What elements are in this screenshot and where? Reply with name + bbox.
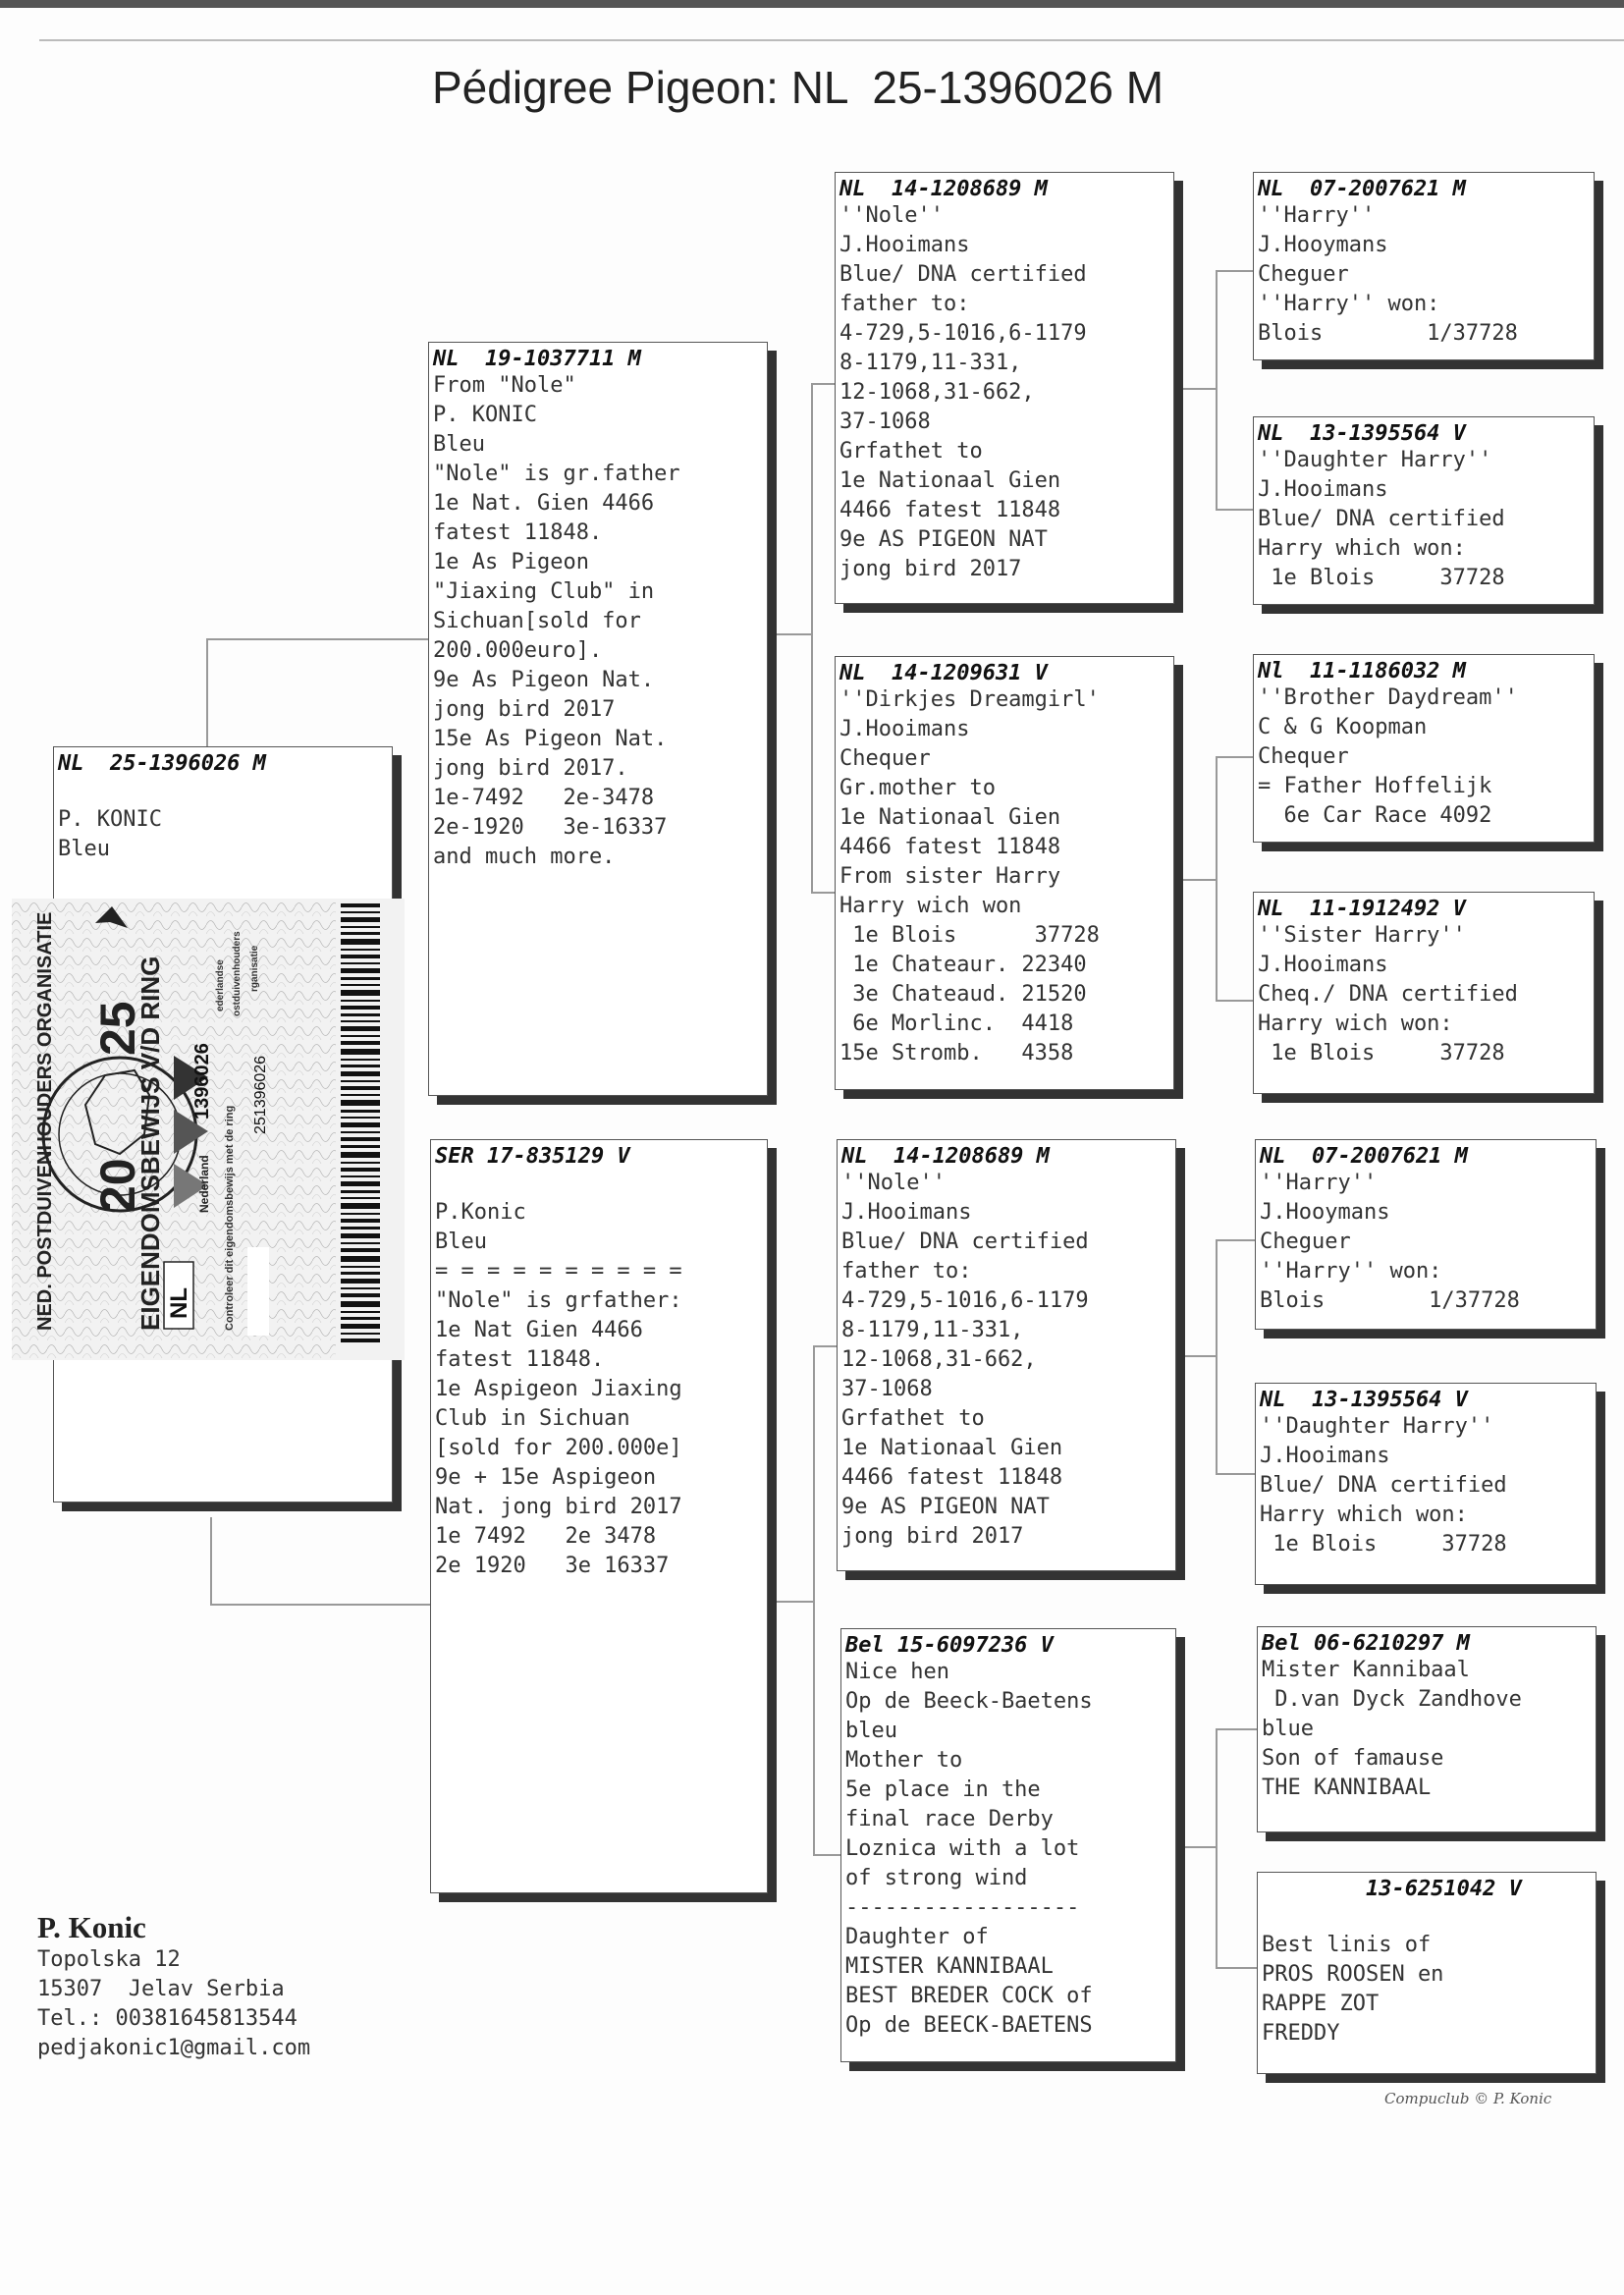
- ring-number: Nl 11-1186032 M: [1258, 659, 1466, 683]
- connector: [811, 383, 813, 894]
- card-line: ''Nole'': [841, 1171, 946, 1195]
- ring-number: NL 14-1208689 M: [839, 177, 1048, 201]
- card-line: 2e 1920 3e 16337: [435, 1554, 670, 1578]
- connector: [813, 1345, 815, 1856]
- card-line: final race Derby: [845, 1807, 1054, 1831]
- ring-control-text: Controleer dit eigendomsbewijs met de ring: [224, 1105, 236, 1331]
- card-line: 6e Morlinc. 4418: [839, 1011, 1074, 1036]
- card-line: Harry wich won:: [1258, 1011, 1453, 1036]
- card-line: Club in Sichuan: [435, 1406, 630, 1431]
- card-line: J.Hooimans: [1258, 477, 1388, 502]
- card-line: 15e Stromb. 4358: [839, 1041, 1074, 1066]
- card-line: blue: [1262, 1717, 1314, 1741]
- card-line: Grfathet to: [839, 439, 983, 464]
- card-line: Op de BEECK-BAETENS: [845, 2013, 1093, 2038]
- great-grandparent-card: [1253, 416, 1595, 605]
- card-line: FREDDY: [1262, 2021, 1340, 2046]
- dam-card: [430, 1139, 768, 1893]
- connector: [1216, 1728, 1257, 1730]
- connector: [1216, 1967, 1257, 1969]
- card-line: 1e 7492 2e 3478: [435, 1524, 657, 1549]
- card-line: Blois 1/37728: [1258, 321, 1518, 346]
- card-line: THE KANNIBAAL: [1262, 1776, 1432, 1800]
- connector: [210, 1517, 212, 1606]
- card-line: 4466 fatest 11848: [839, 498, 1061, 522]
- connector: [1216, 1473, 1257, 1475]
- great-grandparent-card: [1253, 172, 1595, 360]
- address-street: Topolska 12: [37, 1947, 181, 1972]
- ring-country: NL: [166, 1287, 192, 1319]
- card-line: 1e Aspigeon Jiaxing: [435, 1377, 682, 1401]
- card-line: 1e Nationaal Gien: [841, 1436, 1063, 1460]
- ring-organisation-text: NED. POSTDUIVENHOUDERS ORGANISATIE: [34, 911, 56, 1331]
- card-line: 4466 fatest 11848: [839, 835, 1061, 859]
- card-line: 1e Nationaal Gien: [839, 468, 1061, 493]
- card-line: Loznica with a lot: [845, 1836, 1080, 1861]
- card-line: Bleu: [435, 1229, 487, 1254]
- card-line: Blue/ DNA certified: [1260, 1473, 1507, 1498]
- card-line: 9e AS PIGEON NAT: [839, 527, 1048, 552]
- card-line: Nice hen: [845, 1660, 949, 1684]
- ring-ownership-card: [12, 899, 405, 1360]
- card-line: Blois 1/37728: [1260, 1288, 1520, 1313]
- great-grandparent-card: [1255, 1139, 1597, 1330]
- card-line: 1e-7492 2e-3478: [433, 786, 655, 810]
- great-grandparent-card: [1257, 1626, 1597, 1832]
- card-line: 8-1179,11-331,: [839, 351, 1022, 375]
- ring-document-text: EIGENDOMSBEWIJS V/D RING: [135, 956, 165, 1331]
- card-line: 15e As Pigeon Nat.: [433, 727, 668, 751]
- card-line: ''Harry'' won:: [1258, 292, 1440, 316]
- card-line: 37-1068: [839, 410, 931, 434]
- great-grandparent-card: [1255, 1383, 1597, 1585]
- card-line: 1e Chateaur. 22340: [839, 953, 1087, 977]
- connector: [206, 638, 208, 746]
- connector: [1216, 1728, 1218, 1969]
- card-line: Harry which won:: [1260, 1503, 1468, 1527]
- card-line: 200.000euro].: [433, 638, 603, 663]
- blank-line: [435, 1169, 761, 1198]
- npo-n-text: ederlandse: [215, 959, 226, 1011]
- card-line: BEST BREDER COCK of: [845, 1984, 1093, 2008]
- card-line: Cheq./ DNA certified: [1258, 982, 1518, 1007]
- card-line: ''Harry'': [1260, 1171, 1378, 1195]
- ring-number: NL 25-1396026 M: [58, 751, 266, 776]
- page-title: Pédigree Pigeon: NL 25-1396026 M: [432, 62, 1164, 113]
- card-line: Grfathet to: [841, 1406, 985, 1431]
- card-line: 8-1179,11-331,: [841, 1318, 1024, 1342]
- card-line: J.Hooimans: [839, 233, 970, 257]
- great-grandparent-card: [1253, 892, 1595, 1094]
- card-line: ------------------: [845, 1895, 1080, 1920]
- connector: [1216, 756, 1218, 1002]
- card-line: 1e Nat. Gien 4466: [433, 491, 655, 516]
- card-line: 1e Nat Gien 4466: [435, 1318, 643, 1342]
- card-line: J.Hooimans: [841, 1200, 972, 1225]
- card-line: "Nole" is gr.father: [433, 462, 680, 486]
- card-line: "Nole" is grfather:: [435, 1288, 682, 1313]
- card-line: ''Harry'': [1258, 203, 1376, 228]
- blank-line: [58, 776, 386, 805]
- card-line: = Father Hoffelijk: [1258, 774, 1492, 798]
- card-line: 5e place in the: [845, 1777, 1041, 1802]
- breeder: P. KONIC: [58, 807, 162, 832]
- page-border-line: [39, 39, 1624, 41]
- scan-top-edge: [0, 0, 1624, 8]
- ring-number: NL 14-1208689 M: [841, 1144, 1050, 1169]
- card-line: bleu: [845, 1719, 897, 1743]
- ring-card-graphic: [12, 899, 405, 1360]
- card-line: ''Sister Harry'': [1258, 923, 1466, 948]
- card-line: ''Dirkjes Dreamgirl': [839, 687, 1100, 712]
- card-line: Gr.mother to: [839, 776, 996, 800]
- connector: [1216, 509, 1255, 511]
- card-line: PROS ROOSEN en: [1262, 1962, 1444, 1987]
- connector: [1176, 388, 1218, 390]
- connector: [1216, 1000, 1255, 1002]
- connector: [1176, 879, 1218, 881]
- card-line: 4-729,5-1016,6-1179: [841, 1288, 1089, 1313]
- connector: [774, 633, 813, 635]
- great-grandparent-card: [1253, 654, 1595, 843]
- card-line: RAPPE ZOT: [1262, 1992, 1380, 2016]
- card-line: = = = = = = = = = =: [435, 1259, 682, 1284]
- card-line: MISTER KANNIBAAL: [845, 1954, 1054, 1979]
- ring-number: Bel 15-6097236 V: [845, 1633, 1054, 1658]
- card-line: Chequer: [1258, 744, 1349, 769]
- card-line: 1e Blois 37728: [1258, 1041, 1505, 1066]
- ring-number: 13-6251042 V: [1262, 1877, 1522, 1901]
- card-line: Blue/ DNA certified: [839, 262, 1087, 287]
- card-line: 1e Blois 37728: [1258, 566, 1505, 590]
- card-line: 9e AS PIGEON NAT: [841, 1495, 1050, 1519]
- card-line: fatest 11848.: [435, 1347, 605, 1372]
- dam-sire-card: [837, 1139, 1176, 1571]
- color: Bleu: [58, 837, 110, 861]
- ring-country-name: Nederland: [197, 1155, 211, 1213]
- card-line: of strong wind: [845, 1866, 1028, 1890]
- card-line: Best linis of: [1262, 1933, 1432, 1957]
- ring-number: NL 11-1912492 V: [1258, 897, 1466, 921]
- card-line: jong bird 2017.: [433, 756, 628, 781]
- card-line: 1e Blois 37728: [839, 923, 1100, 948]
- connector: [1216, 1239, 1257, 1241]
- ring-number: NL 14-1209631 V: [839, 661, 1048, 685]
- card-line: jong bird 2017: [841, 1524, 1024, 1549]
- card-line: Harry which won:: [1258, 536, 1466, 561]
- connector: [206, 638, 430, 640]
- breeder-name: P. Konic: [37, 1910, 146, 1944]
- barcode-number: 251396026: [252, 1055, 269, 1134]
- card-line: "Jiaxing Club" in: [433, 579, 655, 604]
- card-line: father to:: [841, 1259, 972, 1284]
- connector: [813, 1854, 840, 1856]
- card-line: ''Brother Daydream'': [1258, 685, 1518, 710]
- card-line: Harry wich won: [839, 894, 1022, 918]
- card-line: P. KONIC: [433, 403, 537, 427]
- card-line: 2e-1920 3e-16337: [433, 815, 668, 840]
- ring-year-20: 20: [90, 1158, 145, 1213]
- connector: [1216, 270, 1255, 272]
- card-line: Chequer: [839, 746, 931, 771]
- card-line: 37-1068: [841, 1377, 933, 1401]
- ring-number: SER 17-835129 V: [435, 1144, 630, 1169]
- card-line: [sold for 200.000e]: [435, 1436, 682, 1460]
- great-grandparent-card: [1257, 1872, 1597, 2074]
- card-line: Blue/ DNA certified: [841, 1229, 1089, 1254]
- card-line: jong bird 2017: [433, 697, 616, 722]
- ring-number: NL 19-1037711 M: [433, 347, 641, 371]
- card-line: 12-1068,31-662,: [841, 1347, 1037, 1372]
- dam-dam-card: [840, 1628, 1176, 2062]
- ring-year-25: 25: [90, 1001, 145, 1056]
- ring-number: NL 07-2007621 M: [1258, 177, 1466, 201]
- npo-o-text: rganisatie: [249, 945, 260, 992]
- email-link[interactable]: pedjakonic1@gmail.com: [37, 2036, 311, 2060]
- card-line: fatest 11848.: [433, 520, 603, 545]
- card-line: father to:: [839, 292, 970, 316]
- card-line: Sichuan[sold for: [433, 609, 641, 633]
- card-line: Nat. jong bird 2017: [435, 1495, 682, 1519]
- card-line: Mother to: [845, 1748, 963, 1773]
- sire-dam-card: [835, 656, 1174, 1090]
- card-line: J.Hooimans: [839, 717, 970, 741]
- card-line: Son of famause: [1262, 1746, 1444, 1771]
- connector: [776, 1601, 815, 1603]
- card-line: Daughter of: [845, 1925, 989, 1949]
- card-line: ''Daughter Harry'': [1260, 1414, 1494, 1439]
- card-line: Blue/ DNA certified: [1258, 507, 1505, 531]
- breeder-contact: [37, 1910, 310, 2063]
- card-line: C & G Koopman: [1258, 715, 1428, 739]
- card-line: 4466 fatest 11848: [841, 1465, 1063, 1490]
- card-line: P.Konic: [435, 1200, 526, 1225]
- connector: [210, 1604, 432, 1606]
- card-line: 1e Blois 37728: [1260, 1532, 1507, 1557]
- card-line: Cheguer: [1258, 262, 1349, 287]
- card-line: 3e Chateaud. 21520: [839, 982, 1087, 1007]
- card-line: J.Hooimans: [1260, 1444, 1390, 1468]
- card-line: J.Hooymans: [1258, 233, 1388, 257]
- card-line: J.Hooimans: [1258, 953, 1388, 977]
- connector: [1216, 756, 1255, 758]
- card-line: 9e As Pigeon Nat.: [433, 668, 655, 692]
- card-line: and much more.: [433, 845, 616, 869]
- npo-p-text: ostduivenhouders: [232, 931, 243, 1016]
- connector: [1176, 1355, 1218, 1357]
- sire-sire-card: [835, 172, 1174, 604]
- ring-number: 1396026: [191, 1043, 213, 1120]
- barcode-number-bg: [247, 1247, 269, 1336]
- card-line: Cheguer: [1260, 1229, 1351, 1254]
- card-line: 4-729,5-1016,6-1179: [839, 321, 1087, 346]
- phone: Tel.: 00381645813544: [37, 2006, 298, 2031]
- card-line: Op de Beeck-Baetens: [845, 1689, 1093, 1714]
- card-line: ''Daughter Harry'': [1258, 448, 1492, 472]
- software-credit: Compuclub © P. Konic: [1384, 2090, 1552, 2107]
- connector: [1174, 1846, 1218, 1848]
- card-line: ''Nole'': [839, 203, 944, 228]
- card-line: 12-1068,31-662,: [839, 380, 1035, 405]
- card-line: 1e As Pigeon: [433, 550, 589, 574]
- blank-line: [1262, 1901, 1590, 1931]
- ring-number: NL 13-1395564 V: [1260, 1388, 1468, 1412]
- sire-card: [428, 342, 768, 1096]
- card-line: ''Harry'' won:: [1260, 1259, 1442, 1284]
- connector: [1216, 1239, 1218, 1475]
- ring-number: Bel 06-6210297 M: [1262, 1631, 1470, 1656]
- ring-number: NL 13-1395564 V: [1258, 421, 1466, 446]
- address-city: 15307 Jelav Serbia: [37, 1977, 285, 2001]
- card-line: From "Nole": [433, 373, 576, 398]
- card-line: D.van Dyck Zandhove: [1262, 1687, 1522, 1712]
- card-line: From sister Harry: [839, 864, 1061, 889]
- card-line: jong bird 2017: [839, 557, 1022, 581]
- card-line: 9e + 15e Aspigeon: [435, 1465, 657, 1490]
- card-line: 6e Car Race 4092: [1258, 803, 1492, 828]
- ring-number: NL 07-2007621 M: [1260, 1144, 1468, 1169]
- card-line: Mister Kannibaal: [1262, 1658, 1470, 1682]
- card-line: 1e Nationaal Gien: [839, 805, 1061, 830]
- card-line: J.Hooymans: [1260, 1200, 1390, 1225]
- card-line: Bleu: [433, 432, 485, 457]
- connector: [1216, 270, 1218, 511]
